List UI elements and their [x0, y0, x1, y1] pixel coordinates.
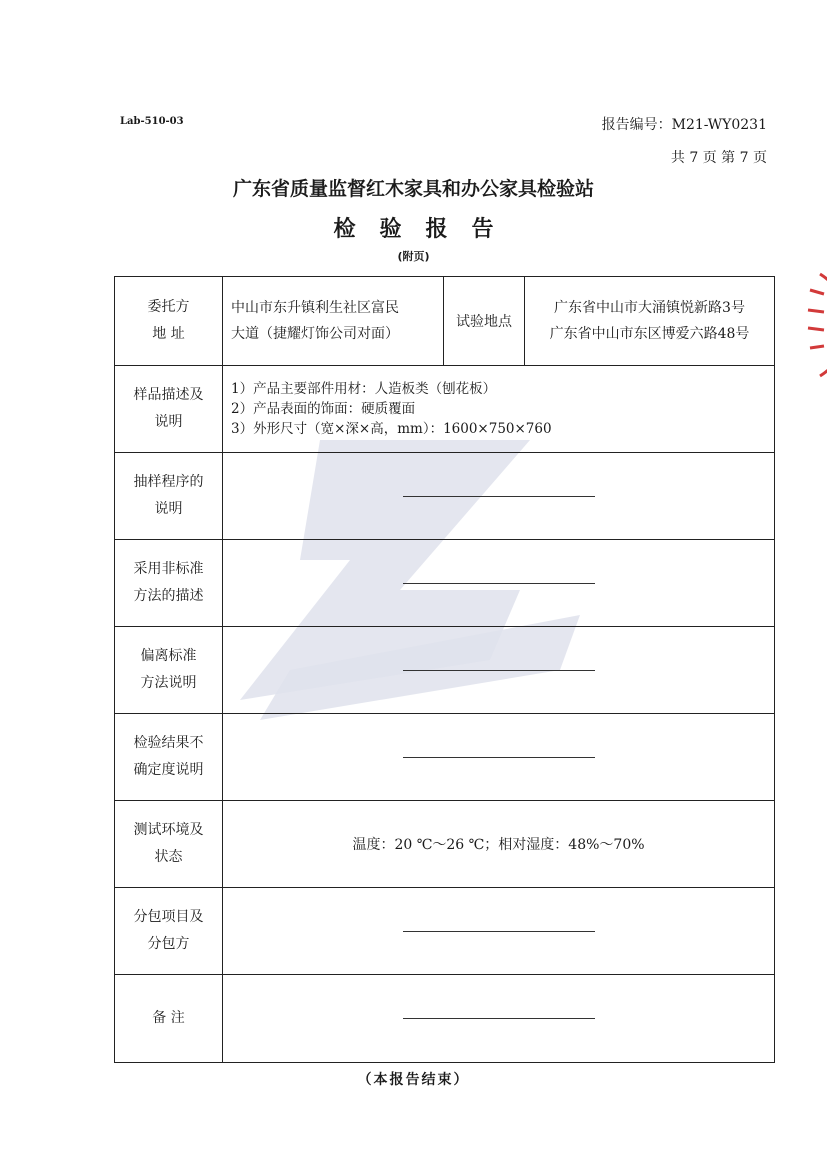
list-item: 3）外形尺寸（宽×深×高，mm）：1600×750×760 — [231, 421, 552, 437]
remarks-label: 备 注 — [115, 975, 223, 1063]
table-row-deviation — [115, 627, 775, 714]
table-row-remarks — [115, 975, 775, 1063]
report-table — [114, 276, 775, 1063]
test-environment-label: 测试环境及 状态 — [115, 801, 223, 888]
uncertainty-value — [223, 714, 775, 801]
report-number: 报告编号：M21-WY0231 — [601, 117, 767, 133]
page-info: 共 7 页 第 7 页 — [670, 150, 767, 166]
deviation-label: 偏离标准 方法说明 — [115, 627, 223, 714]
client-address-label: 委托方 地 址 — [115, 277, 223, 366]
non-standard-method-label: 采用非标准 方法的描述 — [115, 540, 223, 627]
table-row-uncertainty — [115, 714, 775, 801]
deviation-value — [223, 627, 775, 714]
empty-dash-line — [403, 670, 595, 671]
report-end-note: （本报告结束） — [357, 1072, 470, 1088]
table-row-subcontract — [115, 888, 775, 975]
empty-dash-line — [403, 583, 595, 584]
empty-dash-line — [403, 757, 595, 758]
test-environment-value: 温度：20 ℃～26 ℃；相对湿度：48%～70% — [223, 801, 775, 888]
table-row-sampling — [115, 453, 775, 540]
empty-dash-line — [403, 1018, 595, 1019]
subcontract-label: 分包项目及 分包方 — [115, 888, 223, 975]
sampling-procedure-label: 抽样程序的 说明 — [115, 453, 223, 540]
form-code: Lab-510-03 — [120, 116, 184, 127]
table-row-non-standard — [115, 540, 775, 627]
sampling-procedure-value — [223, 453, 775, 540]
test-location-value: 广东省中山市大涌镇悦新路3号 广东省中山市东区博爱六路48号 — [525, 277, 775, 366]
doc-title: 检验报告 — [333, 217, 518, 242]
sample-description-list — [223, 366, 775, 453]
table-row-environment — [115, 801, 775, 888]
sample-description-label: 样品描述及 说明 — [115, 366, 223, 453]
org-title: 广东省质量监督红木家具和办公家具检验站 — [232, 178, 594, 200]
empty-dash-line — [403, 496, 595, 497]
remarks-value — [223, 975, 775, 1063]
non-standard-method-value — [223, 540, 775, 627]
seal-stamp-icon — [790, 270, 827, 380]
doc-subtitle: (附页) — [397, 250, 430, 263]
test-location-label: 试验地点 — [444, 277, 525, 366]
uncertainty-label: 检验结果不 确定度说明 — [115, 714, 223, 801]
table-row-address — [115, 277, 775, 366]
empty-dash-line — [403, 931, 595, 932]
list-item: 1）产品主要部件用材：人造板类（刨花板） — [231, 381, 497, 397]
table-row-sample — [115, 366, 775, 453]
client-address-value: 中山市东升镇利生社区富民 大道（捷耀灯饰公司对面） — [223, 277, 444, 366]
list-item: 2）产品表面的饰面：硬质覆面 — [231, 401, 416, 417]
subcontract-value — [223, 888, 775, 975]
